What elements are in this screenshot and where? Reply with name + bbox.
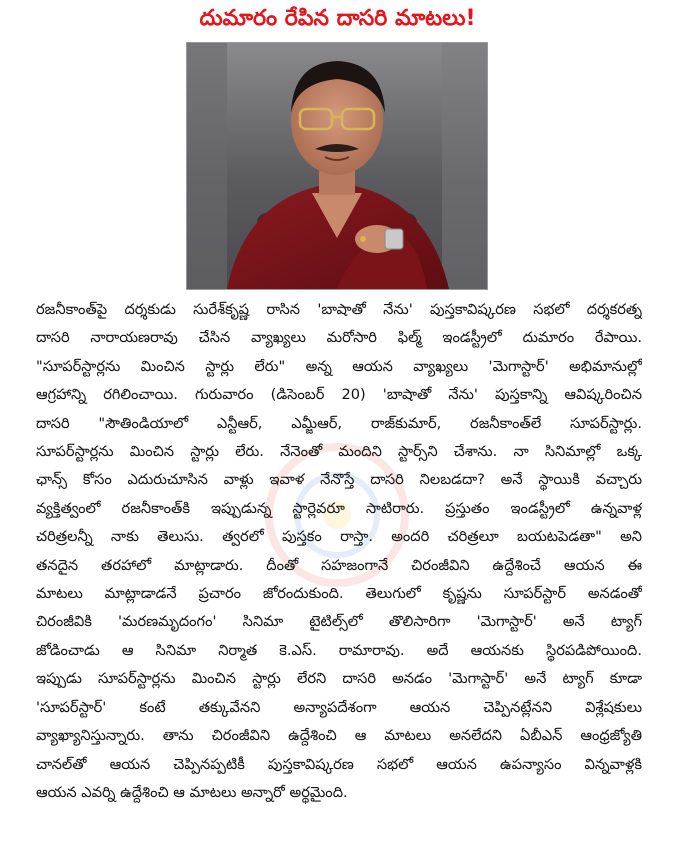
article-line: జోడించాడు ఆ సినిమా నిర్మాత కె.ఎస్. రామారావు. అదే ఆయనకు స్థిరపడిపోయింది. <box>36 641 642 659</box>
article-line: 'సూపర్‌స్టార్' కంటే తక్కువేనని అన్యాపదేశంగా ఆయన చెప్పినట్లేనని విశ్లేషకులు <box>36 698 642 716</box>
article-line: ఛాన్స్ కోసం ఎదురుచూసిన వాళ్లు ఇవాళ నేనొస్తే దాసరి నిలబడదా? అనే స్థాయికి వచ్చారు <box>36 471 642 489</box>
article-line: రజనీకాంత్‌పై దర్శకుడు సురేశ్‌కృష్ణ రాసిన 'బాషాతో నేను' పుస్తకావిష్కరణ సభలో దర్శకరత్న <box>36 301 642 318</box>
article-line: వ్యక్తిత్వంలో రజనీకాంత్‌కి ఇప్పుడున్న స్టార్లెవరూ సాటిరారు. ప్రస్తుతం ఇండస్ట్రీలో ఉన్నవాళ్ల <box>36 499 642 517</box>
article-line: ఆయన ఎవర్ని ఉద్దేశించి ఆ మాటలు అన్నారో అర్థమైంది. <box>36 783 348 801</box>
article-headline: దుమారం రేపిన దాసరి మాటలు! <box>199 6 476 31</box>
portrait-photo-icon <box>187 43 487 289</box>
article-line: చరిత్రలన్నీ నాకు తెలుసు. త్వరలో పుస్తకం రాస్తా. అందరి చరిత్రలూ బయటపెడతా" అని <box>36 528 642 546</box>
article-line: దాసరి "సౌతిండియాలో ఎన్టీఆర్, ఎమ్జీఆర్, రాజ్‌కుమార్, రజనీకాంత్‌లే సూపర్‌స్టార్లు. <box>36 414 642 432</box>
article-line: చిరంజీవికి 'మరణమృదంగం' సినిమా టైటిల్స్‌లో తొలిసారిగా 'మెగాస్టార్' అనే ట్యాగ్ <box>36 613 642 631</box>
article-line: వ్యాఖ్యానిస్తున్నారు. తాను చిరంజీవిని ఉద్దేశించి ఆ మాటలు అనలేదని ఏబీఎన్ ఆంధ్రజ్యోతి <box>36 727 642 745</box>
article-line: ఇప్పుడు సూపర్‌స్టార్లను మించిన స్టార్లు లేరని దాసరి అనడం 'మెగాస్టార్' అనే ట్యాగ్ కూడా <box>36 670 642 688</box>
article-line: మాటలు మాట్లాడాడనే ప్రచారం జోరందుకుంది. తెలుగులో కృష్ణను సూపర్‌స్టార్ అనడంతో <box>36 585 642 603</box>
article-body <box>36 296 642 807</box>
article-line: సూపర్‌స్టార్లను మించిన స్టార్లు లేరు. నేనెంతో మందిని స్టార్స్‌ని చేశాను. నా సినిమాల్లో ఒక్క <box>36 443 642 461</box>
article-line: చానల్‌తో ఆయన చెప్పినప్పటికీ పుస్తకావిష్కరణ సభలో ఆయన ఉపన్యాసం విన్నవాళ్లకి <box>36 755 642 773</box>
article-line: తనదైన తరహాలో మాట్లాడారు. దీంతో సహజంగానే చిరంజీవిని ఉద్దేశించే ఆయన ఈ <box>36 556 642 574</box>
article-line: ఆగ్రహాన్ని రగిలించాయి. గురువారం (డిసెంబర్ 20) 'బాషాతో నేను' పుస్తకాన్ని ఆవిష్కరించిన <box>36 386 642 404</box>
article-photo <box>186 42 488 290</box>
article-line: "సూపర్‌స్టార్లను మించిన స్టార్లు లేరు" అన్న ఆయన వ్యాఖ్యలు 'మెగాస్టార్' అభిమానుల్లో <box>36 357 642 375</box>
article-line: దాసరి నారాయణరావు చేసిన వ్యాఖ్యలు మరోసారి ఫిల్మ్ ఇండస్ట్రీలో దుమారం రేపాయి. <box>36 329 642 347</box>
